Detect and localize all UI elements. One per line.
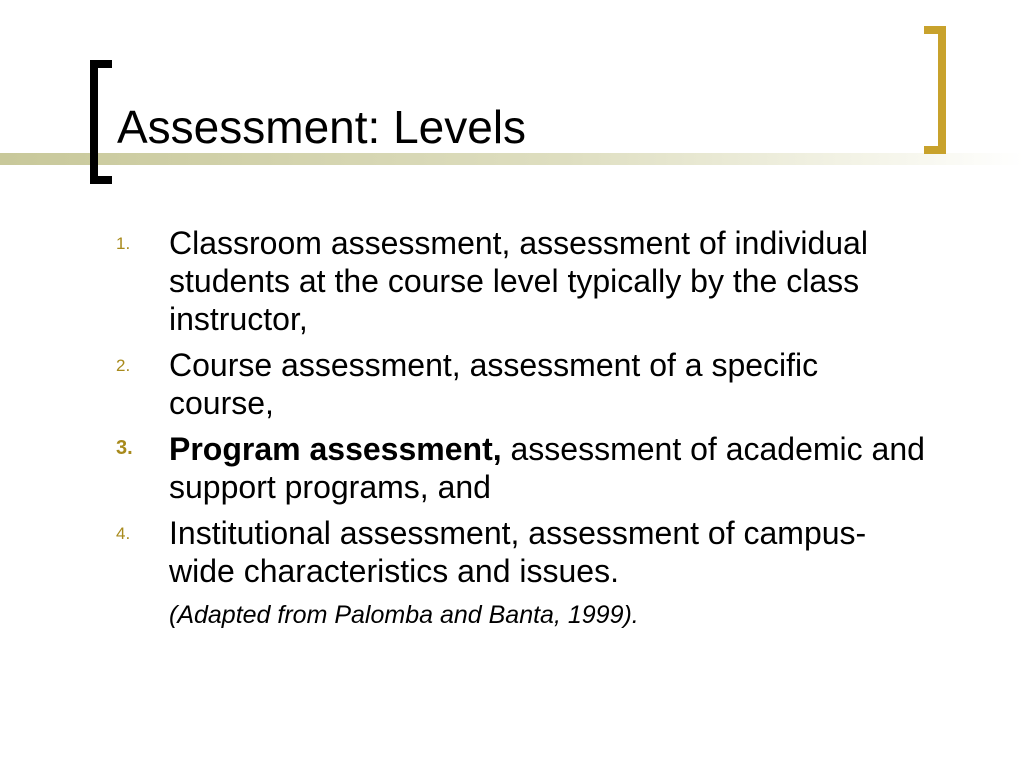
numbered-list (0, 224, 1024, 632)
title-underline-bar (0, 153, 1024, 165)
list-item-1 (0, 224, 1024, 338)
left-bracket-decoration (90, 60, 112, 184)
list-item-text (169, 514, 929, 590)
list-item-text (169, 430, 929, 506)
list-item-body: assessment of academic and support programs, and (169, 431, 925, 505)
list-item-text (169, 346, 929, 422)
slide-title: Assessment: Levels (117, 101, 527, 153)
list-item-body: Classroom assessment, assessment of individual students at the course level typically by the class instructor, (169, 225, 868, 337)
right-bracket-decoration (924, 26, 946, 154)
list-item-number: 4. (116, 524, 131, 543)
citation-text: (Adapted from Palomba and Banta, 1999). (169, 601, 639, 629)
list-item-text (169, 224, 929, 338)
list-item-body: Institutional assessment, assessment of campus-wide characteristics and issues. (169, 515, 867, 589)
list-item-4 (0, 514, 1024, 590)
list-item-number: 2. (116, 356, 131, 375)
list-item-body: Course assessment, assessment of a specific course, (169, 347, 819, 421)
list-item-bold-lead: Program assessment, (169, 431, 502, 467)
list-item-number: 1. (116, 234, 131, 253)
list-item-3 (0, 430, 1024, 506)
list-item-2 (0, 346, 1024, 422)
list-item-number: 3. (116, 437, 133, 459)
